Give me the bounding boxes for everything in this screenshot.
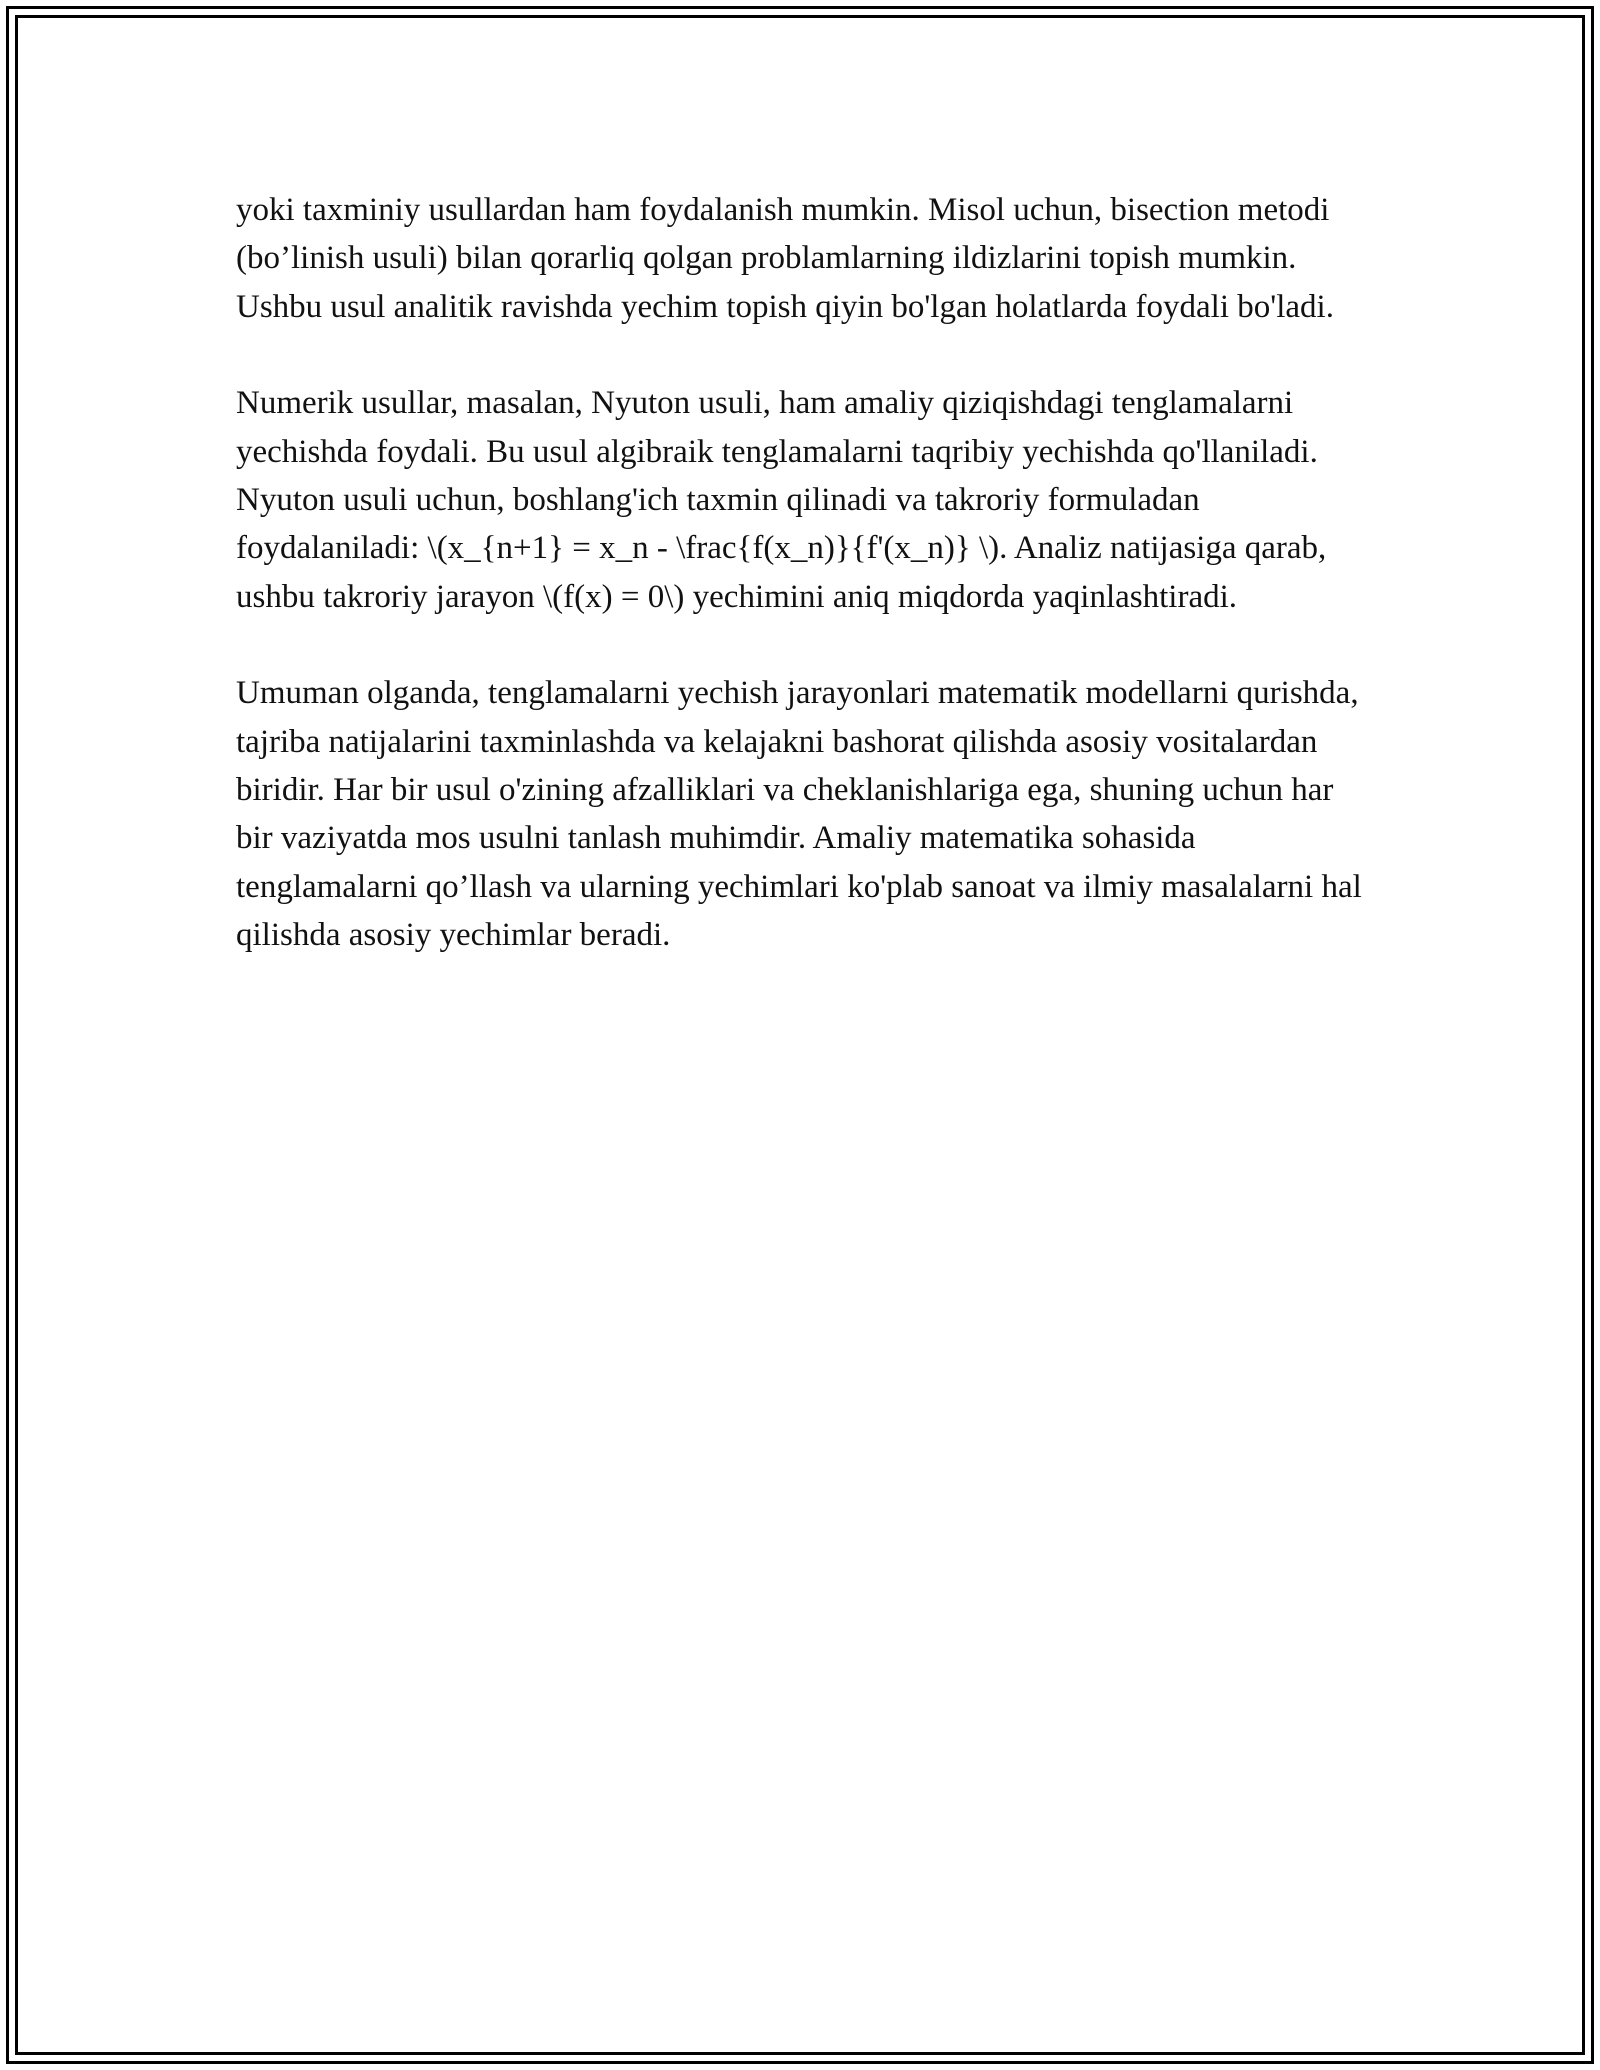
paragraph-1: yoki taxminiy usullardan ham foydalanish mumkin. Misol uchun, bisection metodi (bo’linish usuli) bilan qorarliq qolgan problamlarning ildizlarini topish mumkin. Ushbu usul analitik ravishda yechim topish qiyin bo'lgan holatlarda foydali bo'ladi.: [236, 192, 1334, 325]
paragraph-2: Numerik usullar, masalan, Nyuton usuli, ham amaliy qiziqishdagi tenglamalarni yechishda foydali. Bu usul algibraik tenglamalarni taqribiy yechishda qo'llaniladi. Nyuton usuli uchun, boshlang'ich taxmin qilinadi va takroriy formuladan foydalaniladi: \(x_{n+1} = x_n - \frac{f(x_n)}{f'(x_n)} \). Analiz natijasiga qarab, ushbu takroriy jarayon \(f(x) = 0\) yechimini aniq miqdorda yaqinlashtiradi.: [236, 385, 1327, 615]
paragraph-3: Umuman olganda, tenglamalarni yechish jarayonlari matematik modellarni qurishda, tajriba natijalarini taxminlashda va kelajakni bashorat qilishda asosiy vositalardan biridir. Har bir usul o'zining afzalliklari va cheklanishlariga ega, shuning uchun har bir vaziyatda mos usulni tanlash muhimdir. Amaliy matematika sohasida tenglamalarni qo’llash va ularning yechimlari ko'plab sanoat va ilmiy masalalarni hal qilishda asosiy yechimlar beradi.: [236, 675, 1362, 954]
document-body: [236, 186, 1366, 1008]
